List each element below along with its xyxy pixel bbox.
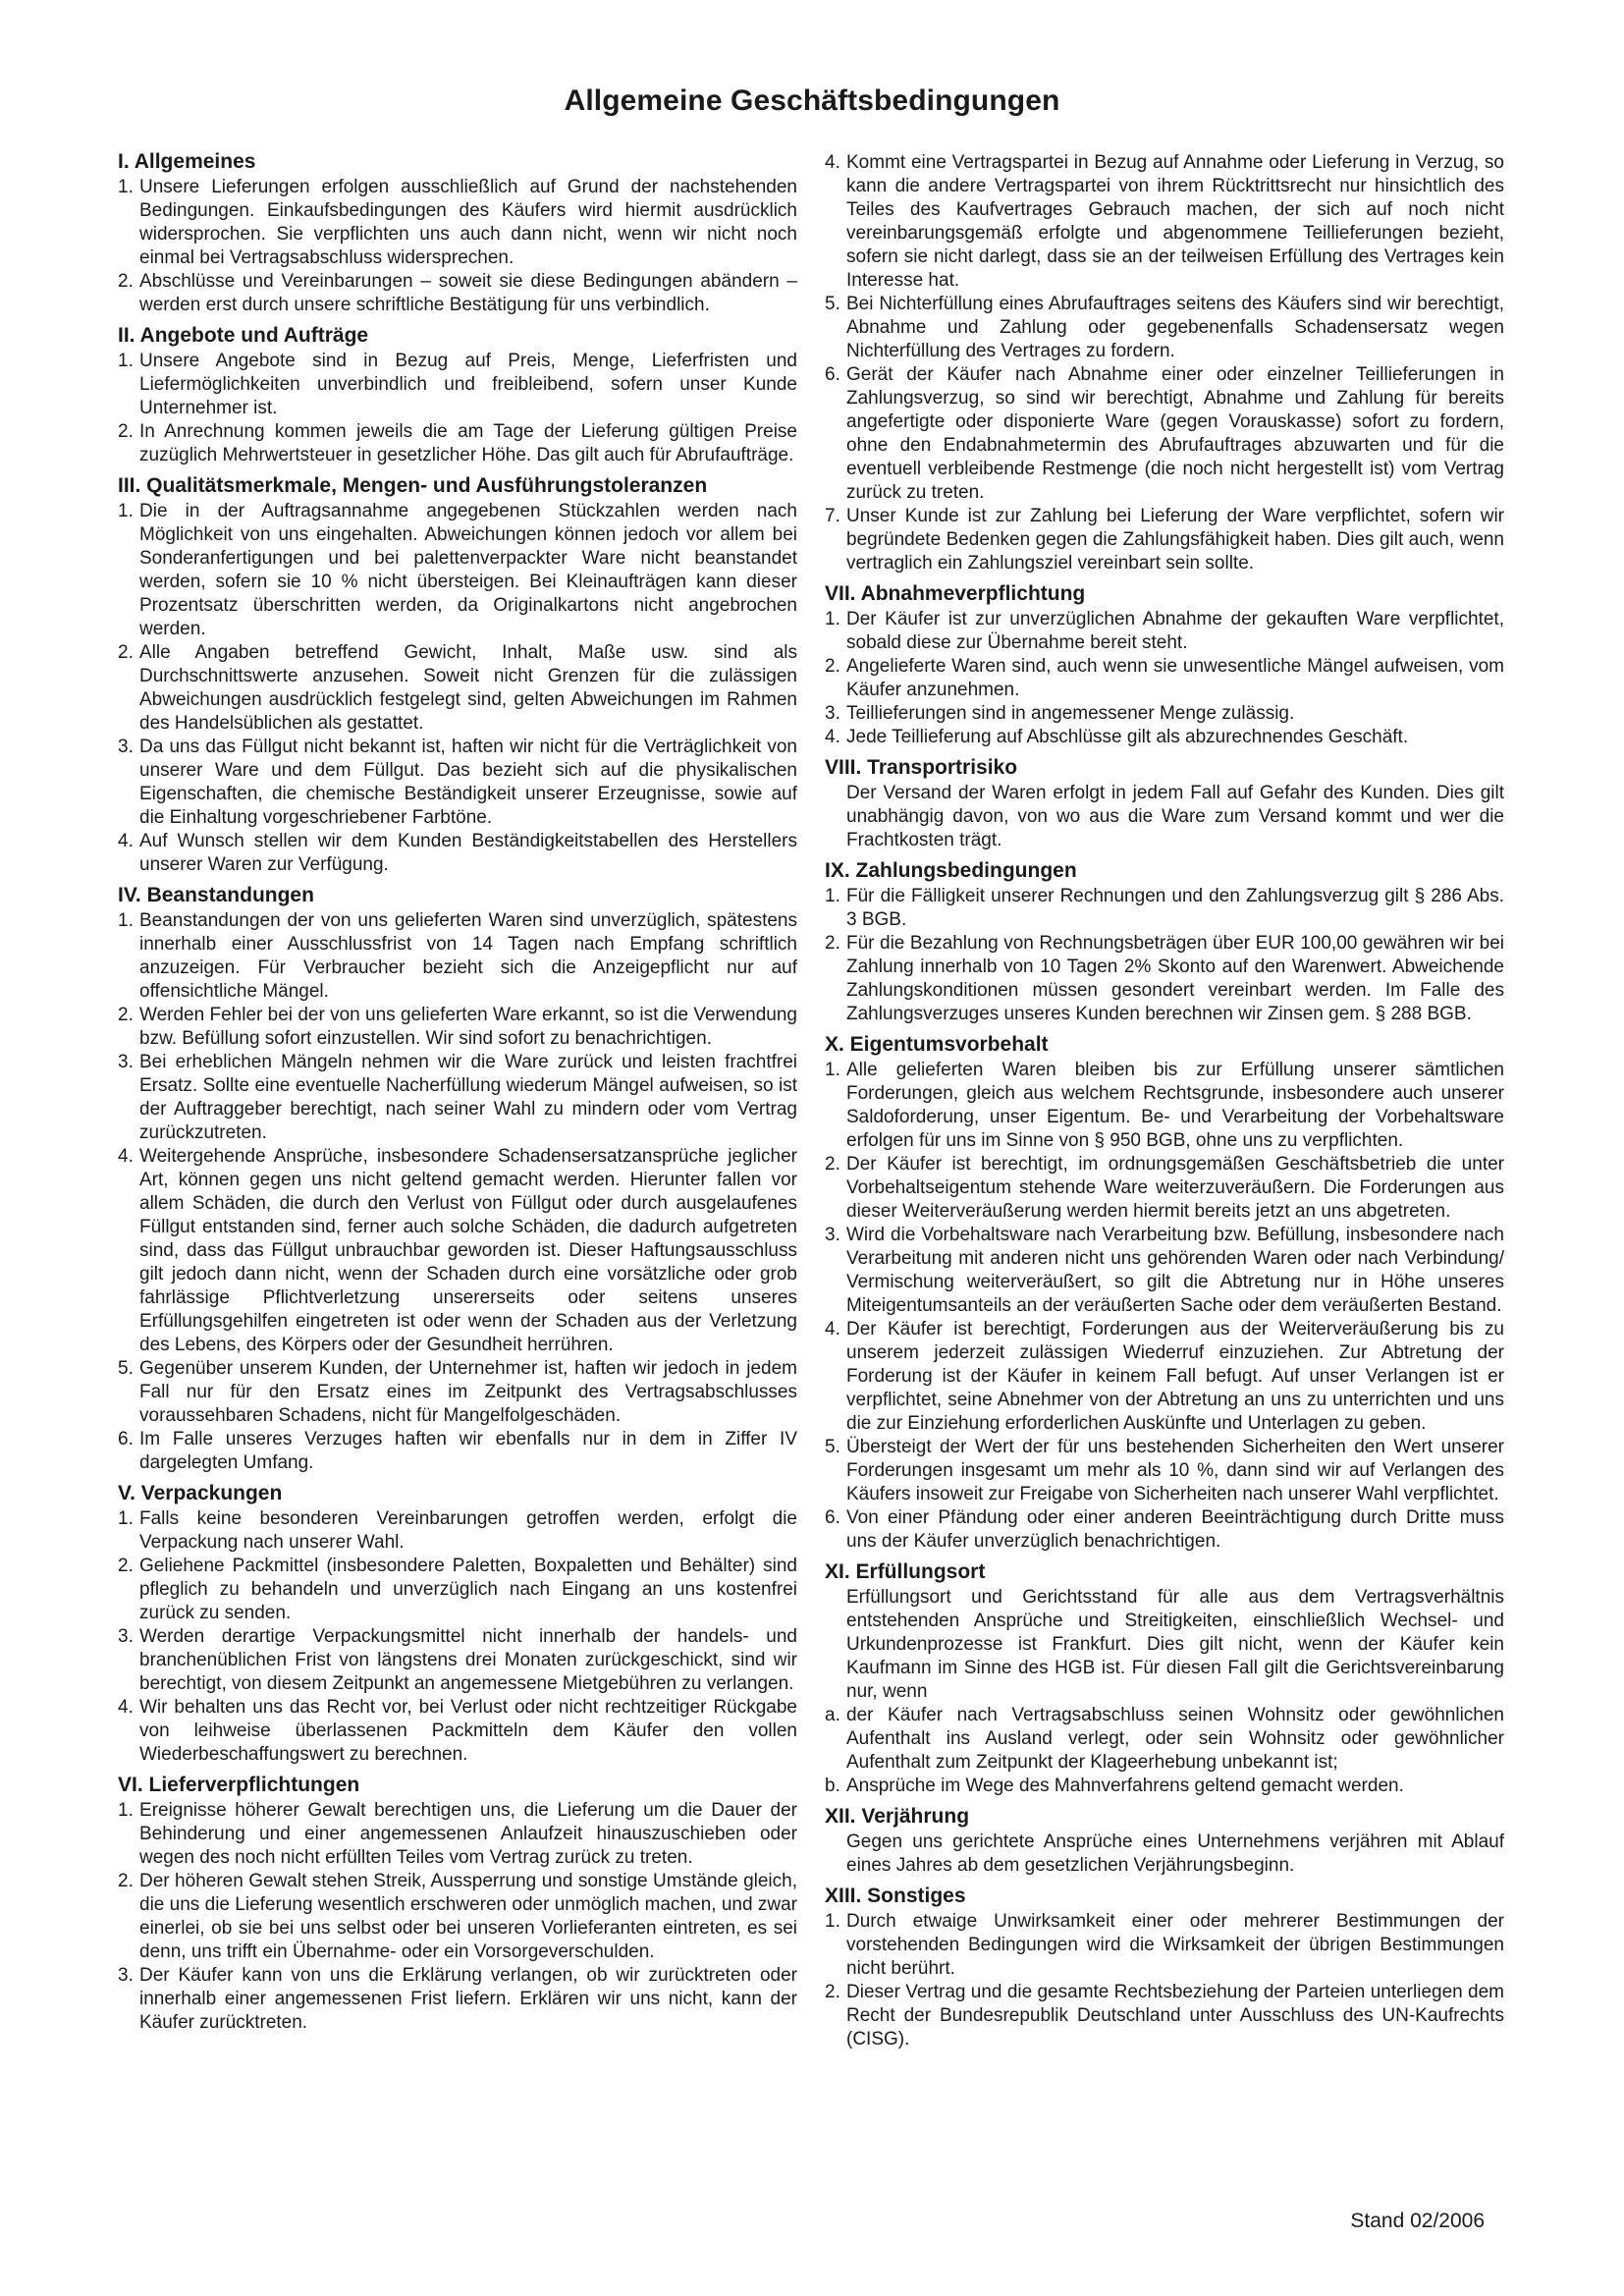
clause-text: Von einer Pfändung oder einer anderen Beeinträchtigung durch Dritte muss uns der Käufer unverzüglich benachrichtigen.: [846, 1507, 1504, 1552]
clause-item: [118, 176, 797, 270]
clause-text: Durch etwaige Unwirksamkeit einer oder mehrerer Bestimmungen der vorstehenden Bedingungen wird die Wirksamkeit der übrigen Bestimmungen nicht berührt.: [846, 1911, 1504, 1979]
section: [825, 858, 1504, 1026]
clause-item: [825, 505, 1504, 575]
clause-text: Ansprüche im Wege des Mahnverfahrens geltend gemacht werden.: [846, 1776, 1404, 1796]
clause-text: Angelieferte Waren sind, auch wenn sie unwesentliche Mängel aufweisen, vom Käufer anzunehmen.: [846, 656, 1504, 700]
clause-number: 6.: [825, 364, 840, 385]
clause-item: [825, 151, 1504, 293]
clause-number: 3.: [118, 1626, 134, 1647]
clause-number: 6.: [825, 1507, 840, 1528]
clause-number: 1.: [825, 609, 840, 629]
section-heading: IX. Zahlungsbedingungen: [825, 859, 1077, 882]
clause-text: Jede Teillieferung auf Abschlüsse gilt als abzurechnendes Geschäft.: [846, 727, 1409, 747]
clause-list: [118, 909, 797, 1475]
clause-text: Weitergehende Ansprüche, insbesondere Schadensersatzansprüche jeglicher Art, können gegen uns nicht geltend gemacht werden. Hierunter fallen vor allem Schäden, die durch den Verlust von Füllgut oder durch ausgelaufenes Füllgut entstanden sind, ferner auch solche Schäden, die dadurch aufgetreten sind, dass das Füllgut unbrauchbar geworden ist. Dieser Haftungsausschluss gilt jedoch dann nicht, wenn der Schaden durch eine vorsätzliche oder grob fahrlässige Pflichtverletzung unsererseits oder seitens unseres Erfüllungsgehilfen eingetreten ist oder wenn der Schaden aus der Verletzung des Lebens, des Körpers oder der Gesundheit herrühren.: [139, 1146, 797, 1355]
clause-number: 2.: [825, 1154, 840, 1175]
clause-text: Alle gelieferten Waren bleiben bis zur Erfüllung unserer sämtlichen Forderungen, gleich aus welchem Rechtsgrunde, insbesondere auch unserer Saldoforderung, unser Eigentum. Be- und Verarbeitung der Vorbehaltsware erfolgen für uns im Sinne von § 950 BGB, ohne uns zu verpflichten.: [846, 1060, 1504, 1151]
clause-text: Da uns das Füllgut nicht bekannt ist, haften wir nicht für die Verträglichkeit von unserer Ware und dem Füllgut. Das bezieht sich auf die physikalischen Eigenschaften, die chemische Beständigkeit unserer Erzeugnisse, sowie auf die Einhaltung vorgeschriebener Farbtöne.: [139, 737, 797, 828]
clause-list: [118, 1799, 797, 2035]
section-heading: VII. Abnahmeverpflichtung: [825, 582, 1086, 605]
clause-text: Der höheren Gewalt stehen Streik, Aussperrung und sonstige Umstände gleich, die uns die Lieferung wesentlich erschweren oder unmöglich machen, und zwar einerlei, ob sie bei uns selbst oder bei unseren Vorlieferanten eintreten, es sei denn, uns trifft ein Übernahme- oder ein Vorsorgeverschulden.: [139, 1871, 797, 1962]
clause-text: Ereignisse höherer Gewalt berechtigen uns, die Lieferung um die Dauer der Behinderung und einer angemessenen Anlaufzeit hinauszuschieben oder wegen des noch nicht erfüllten Teiles vom Vertrag zurück zu treten.: [139, 1800, 797, 1868]
clause-number: 1.: [118, 1508, 134, 1529]
clause-text: der Käufer nach Vertragsabschluss seinen Wohnsitz oder gewöhnlichen Aufenthalt ins Ausland verlegt, oder sein Wohnsitz oder gewöhnlicher Aufenthalt zum Zeitpunkt der Klageerhebung unbekannt ist;: [846, 1705, 1504, 1773]
clause-number: 2.: [825, 656, 840, 677]
clause-item: [118, 350, 797, 420]
clause-text: Teillieferungen sind in angemessener Menge zulässig.: [846, 703, 1295, 724]
clause-item: [118, 1051, 797, 1145]
clause-item: [118, 1507, 797, 1555]
left-column: [118, 149, 797, 2041]
clause-number: 3.: [825, 1225, 840, 1245]
clause-list: [118, 176, 797, 317]
clause-number: 1.: [825, 1911, 840, 1932]
clause-text: Für die Bezahlung von Rechnungsbeträgen über EUR 100,00 gewähren wir bei Zahlung innerhalb von 10 Tagen 2% Skonto auf den Warenwert. Abweichende Zahlungskonditionen müssen gesondert vereinbart werden. Im Falle des Zahlungsverzuges unseres Kunden berechnen wir Zinsen gem. § 288 BGB.: [846, 933, 1504, 1024]
clause-text: Der Käufer ist zur unverzüglichen Abnahme der gekauften Ware verpflichtet, sobald diese zur Übernahme bereit steht.: [846, 609, 1504, 653]
section: [118, 149, 797, 317]
section: [825, 1884, 1504, 2051]
clause-number: 3.: [118, 737, 134, 757]
stand-date: Stand 02/2006: [1350, 2210, 1485, 2232]
clause-text: Werden Fehler bei der von uns gelieferten Ware erkannt, so ist die Verwendung bzw. Befüllung sofort einzustellen. Wir sind sofort zu benachrichtigen.: [139, 1005, 797, 1049]
clause-list: [118, 1507, 797, 1767]
clause-number: 3.: [825, 703, 840, 724]
clause-item: [118, 1964, 797, 2035]
clause-text: Geliehene Packmittel (insbesondere Paletten, Boxpaletten und Behälter) sind pfleglich zu behandeln und unverzüglich nach Eingang an uns kostenfrei zurück zu senden.: [139, 1556, 797, 1623]
clause-item: [118, 736, 797, 830]
clause-item: [825, 293, 1504, 363]
clause-text: Kommt eine Vertragspartei in Bezug auf Annahme oder Lieferung in Verzug, so kann die andere Vertragspartei von ihrem Rücktrittsrecht nur hinsichtlich des Teiles des Kaufvertrages Gebrauch machen, der sich auf noch nicht vereinbarungsgemäß erfolgte und abgenommene Teillieferungen bezieht, sofern sie nicht darlegt, dass sie an der teilweisen Erfüllung des Vertrages kein Interesse hat.: [846, 152, 1504, 291]
clause-item: [825, 1775, 1504, 1798]
clause-item: [118, 1428, 797, 1475]
section: [825, 151, 1504, 575]
section: [825, 1559, 1504, 1798]
section: [118, 323, 797, 467]
clause-text: Unsere Lieferungen erfolgen ausschließlich auf Grund der nachstehenden Bedingungen. Einkaufsbedingungen des Käufers wird hiermit ausdrücklich widersprochen. Sie verpflichten uns auch dann nicht, wenn wir nicht noch einmal bei Vertragsabschluss widersprechen.: [139, 177, 797, 268]
clause-text: In Anrechnung kommen jeweils die am Tage der Lieferung gültigen Preise zuzüglich Mehrwertsteuer in gesetzlicher Höhe. Das gilt auch für Abrufaufträge.: [139, 421, 797, 465]
section-paragraph: Gegen uns gerichtete Ansprüche eines Unternehmens verjähren mit Ablauf eines Jahres ab dem gesetzlichen Verjährungsbeginn.: [846, 1831, 1504, 1876]
clause-text: Gerät der Käufer nach Abnahme einer oder einzelner Teillieferungen in Zahlungsverzug, so sind wir berechtigt, Abnahme und Zahlung für bereits angefertigte oder disponierte Ware (gegen Vorauskasse) sofort zu fordern, ohne den Endabnahmetermin des Abrufauftrages abzuwarten und für die eventuell verbleibende Restmenge (die noch nicht hergestellt ist) vom Vertrag zurück zu treten.: [846, 364, 1504, 503]
section-heading: IV. Beanstandungen: [118, 884, 314, 906]
clause-number: 1.: [118, 351, 134, 371]
clause-number: 2.: [118, 1005, 134, 1025]
section-heading: XII. Verjährung: [825, 1805, 970, 1828]
clause-text: Unser Kunde ist zur Zahlung bei Lieferung der Ware verpflichtet, sofern wir begründete Bedenken gegen die Zahlungsfähigkeit haben. Dies gilt auch, wenn vertraglich ein Zahlungsziel vereinbart sein sollte.: [846, 506, 1504, 574]
clause-number: 4.: [825, 727, 840, 747]
clause-text: Auf Wunsch stellen wir dem Kunden Beständigkeitstabellen des Herstellers unserer Waren zur Verfügung.: [139, 831, 797, 875]
clause-number: 2.: [118, 421, 134, 442]
section: [118, 1773, 797, 2035]
clause-number: b.: [825, 1776, 840, 1796]
clause-item: [825, 1318, 1504, 1436]
clause-number: 5.: [825, 1437, 840, 1457]
clause-text: Unsere Angebote sind in Bezug auf Preis, Menge, Lieferfristen und Liefermöglichkeiten unverbindlich und freibleibend, sofern unser Kunde Unternehmer ist.: [139, 351, 797, 418]
clause-text: Für die Fälligkeit unserer Rechnungen und den Zahlungsverzug gilt § 286 Abs. 3 BGB.: [846, 886, 1504, 930]
section-paragraph: Erfüllungsort und Gerichtsstand für alle aus dem Vertragsverhältnis entstehenden Ansprüche und Streitigkeiten, einschließlich Wechsel- und Urkundenprozesse ist Frankfurt. Dies gilt nicht, wenn der Käufer kein Kaufmann im Sinne des HGB ist. Für diesen Fall gilt die Gerichtsvereinbarung nur, wenn: [846, 1587, 1504, 1702]
clause-number: 5.: [825, 294, 840, 314]
clause-item: [118, 500, 797, 641]
section-heading: XIII. Sonstiges: [825, 1885, 966, 1907]
section: [825, 1032, 1504, 1554]
clause-list: [825, 885, 1504, 1026]
section-heading: II. Angebote und Aufträge: [118, 324, 369, 347]
clause-item: [825, 608, 1504, 655]
section-heading: III. Qualitätsmerkmale, Mengen- und Ausführungstoleranzen: [118, 474, 708, 497]
clause-item: [825, 932, 1504, 1026]
clause-item: [118, 420, 797, 467]
clause-number: 2.: [118, 642, 134, 663]
clause-text: Bei erheblichen Mängeln nehmen wir die Ware zurück und leisten frachtfrei Ersatz. Sollte eine eventuelle Nacherfüllung wiederum Mängel aufweisen, so ist der Auftraggeber berechtigt, nach seiner Wahl zu mindern oder vom Vertrag zurückzutreten.: [139, 1052, 797, 1143]
clause-list: [825, 1059, 1504, 1554]
clause-text: Bei Nichterfüllung eines Abrufauftrages seitens des Käufers sind wir berechtigt, Abnahme und Zahlung oder gegebenenfalls Schadensersatz wegen Nichterfüllung des Vertrages zu fordern.: [846, 294, 1504, 361]
clause-item: [118, 1870, 797, 1964]
clause-number: 2.: [118, 1556, 134, 1576]
clause-number: 1.: [825, 1060, 840, 1080]
clause-number: 7.: [825, 506, 840, 526]
clause-number: 4.: [825, 1319, 840, 1339]
section: [118, 1481, 797, 1767]
clause-number: 4.: [118, 1697, 134, 1718]
clause-item: [118, 1555, 797, 1625]
clause-number: 6.: [118, 1429, 134, 1449]
clause-item: [118, 1625, 797, 1696]
clause-number: 2.: [118, 271, 134, 292]
clause-item: [825, 885, 1504, 932]
section-heading: V. Verpackungen: [118, 1482, 283, 1504]
clause-item: [118, 1696, 797, 1767]
clause-item: [825, 1224, 1504, 1318]
clause-number: 4.: [118, 1146, 134, 1167]
clause-item: [825, 702, 1504, 726]
clause-number: 4.: [825, 152, 840, 173]
clause-item: [118, 1799, 797, 1870]
section-heading: I. Allgemeines: [118, 150, 256, 173]
clause-text: Werden derartige Verpackungsmittel nicht innerhalb der handels- und branchenüblichen Frist von längstens drei Monaten zurückgeschickt, sind wir berechtigt, von diesem Zeitpunkt an angemessene Mietgebühren zu verlangen.: [139, 1626, 797, 1694]
clause-item: [825, 655, 1504, 702]
page-title: Allgemeine Geschäftsbedingungen: [564, 84, 1060, 117]
clause-text: Der Käufer kann von uns die Erklärung verlangen, ob wir zurücktreten oder innerhalb einer angemessenen Frist liefern. Erklären wir uns nicht, kann der Käufer zurücktreten.: [139, 1965, 797, 2033]
clause-list: [825, 1910, 1504, 2051]
clause-item: [825, 1506, 1504, 1554]
clause-number: 1.: [118, 177, 134, 197]
clause-item: [825, 363, 1504, 505]
clause-text: Falls keine besonderen Vereinbarungen getroffen werden, erfolgt die Verpackung nach unserer Wahl.: [139, 1508, 797, 1553]
clause-text: Alle Angaben betreffend Gewicht, Inhalt, Maße usw. sind als Durchschnittswerte anzusehen. Soweit nicht Grenzen für die zulässigen Abweichungen ausdrücklich festgelegt sind, gelten Abweichungen im Rahmen des Handelsüblichen als gestattet.: [139, 642, 797, 734]
clause-text: Im Falle unseres Verzuges haften wir ebenfalls nur in dem in Ziffer IV dargelegten Umfang.: [139, 1429, 797, 1473]
clause-number: 1.: [825, 886, 840, 906]
clause-item: [825, 1981, 1504, 2051]
clause-item: [118, 830, 797, 877]
clause-text: Dieser Vertrag und die gesamte Rechtsbeziehung der Parteien unterliegen dem Recht der Bundesrepublik Deutschland unter Ausschluss des UN-Kaufrechts (CISG).: [846, 1982, 1504, 2050]
clause-number: 2.: [825, 933, 840, 954]
clause-item: [825, 726, 1504, 749]
clause-text: Die in der Auftragsannahme angegebenen Stückzahlen werden nach Möglichkeit von uns eingehalten. Abweichungen können jedoch vor allem bei Sonderanfertigungen und bei palettenverpackter Ware nicht beanstandet werden, sofern sie 10 % nicht übersteigen. Bei Kleinaufträgen kann dieser Prozentsatz überschritten werden, da Originalkartons nicht angebrochen werden.: [139, 501, 797, 639]
clause-item: [118, 270, 797, 317]
clause-text: Wird die Vorbehaltsware nach Verarbeitung bzw. Befüllung, insbesondere nach Verarbeitung mit anderen nicht uns gehörenden Waren oder nach Verbindung/ Vermischung weiterveräußert, so gilt die Abtretung nur in Höhe unseres Miteigentumsanteils an der veräußerten Sache oder dem veräußerten Bestand.: [846, 1225, 1504, 1316]
clause-text: Wir behalten uns das Recht vor, bei Verlust oder nicht rechtzeitiger Rückgabe von leihweise überlassenen Packmitteln dem Käufer den vollen Wiederbeschaffungswert zu berechnen.: [139, 1697, 797, 1765]
clause-text: Der Käufer ist berechtigt, im ordnungsgemäßen Geschäftsbetrieb die unter Vorbehaltseigentum stehende Ware weiterzuveräußern. Die Forderungen aus dieser Weiterveräußerung werden hiermit bereits jetzt an uns abgetreten.: [846, 1154, 1504, 1222]
clause-number: 1.: [118, 501, 134, 521]
clause-item: [118, 1145, 797, 1357]
right-column: [825, 151, 1504, 2057]
clause-list: [825, 1704, 1504, 1798]
clause-number: 2.: [118, 1871, 134, 1891]
clause-text: Gegenüber unserem Kunden, der Unternehmer ist, haften wir jedoch in jedem Fall nur für den Ersatz eines im Zeitpunkt des Vertragsabschlusses voraussehbaren Schadens, nicht für Mangelfolgeschäden.: [139, 1358, 797, 1426]
section-heading: VIII. Transportrisiko: [825, 756, 1018, 779]
clause-number: 1.: [118, 1800, 134, 1821]
clause-text: Beanstandungen der von uns gelieferten Waren sind unverzüglich, spätestens innerhalb einer Ausschlussfrist von 14 Tagen nach Empfang schriftlich anzuzeigen. Für Verbraucher bezieht sich die Anzeigepflicht nur auf offensichtliche Mängel.: [139, 910, 797, 1002]
clause-list: [118, 500, 797, 877]
clause-number: 3.: [118, 1052, 134, 1072]
clause-list: [825, 151, 1504, 575]
clause-item: [118, 1004, 797, 1051]
clause-item: [825, 1436, 1504, 1506]
clause-number: a.: [825, 1705, 840, 1725]
section-paragraph: Der Versand der Waren erfolgt in jedem Fall auf Gefahr des Kunden. Dies gilt unabhängig davon, von wo aus die Ware zum Versand kommt und wer die Frachtkosten trägt.: [846, 783, 1504, 850]
clause-item: [825, 1153, 1504, 1224]
section-heading: X. Eigentumsvorbehalt: [825, 1033, 1049, 1056]
section: [825, 755, 1504, 852]
clause-number: 1.: [118, 910, 134, 931]
clause-number: 3.: [118, 1965, 134, 1986]
clause-item: [825, 1704, 1504, 1775]
clause-item: [825, 1910, 1504, 1981]
clause-text: Der Käufer ist berechtigt, Forderungen aus der Weiterveräußerung bis zu unserem jederzeit zulässigen Wiederruf einzuziehen. Zur Abtretung der Forderung ist der Käufer in keinem Fall befugt. Auf unser Verlangen ist er verpflichtet, seine Abnehmer von der Abtretung an uns zu unterrichten und uns die zur Einziehung erforderlichen Auskünfte und Unterlagen zu geben.: [846, 1319, 1504, 1434]
section-heading: VI. Lieferverpflichtungen: [118, 1774, 360, 1796]
section: [118, 883, 797, 1475]
clause-item: [825, 1059, 1504, 1153]
clause-list: [825, 608, 1504, 749]
clause-number: 2.: [825, 1982, 840, 2002]
section-heading: XI. Erfüllungsort: [825, 1560, 986, 1583]
clause-item: [118, 1357, 797, 1428]
clause-list: [118, 350, 797, 467]
clause-item: [118, 909, 797, 1004]
clause-number: 4.: [118, 831, 134, 851]
section: [825, 581, 1504, 749]
clause-number: 5.: [118, 1358, 134, 1379]
clause-item: [118, 641, 797, 736]
section: [825, 1804, 1504, 1878]
clause-text: Abschlüsse und Vereinbarungen – soweit sie diese Bedingungen abändern – werden erst durch unsere schriftliche Bestätigung für uns verbindlich.: [139, 271, 797, 315]
section: [118, 473, 797, 877]
clause-text: Übersteigt der Wert der für uns bestehenden Sicherheiten den Wert unserer Forderungen insgesamt um mehr als 10 %, dann sind wir auf Verlangen des Käufers insoweit zur Freigabe von Sicherheiten nach unserer Wahl verpflichtet.: [846, 1437, 1504, 1504]
